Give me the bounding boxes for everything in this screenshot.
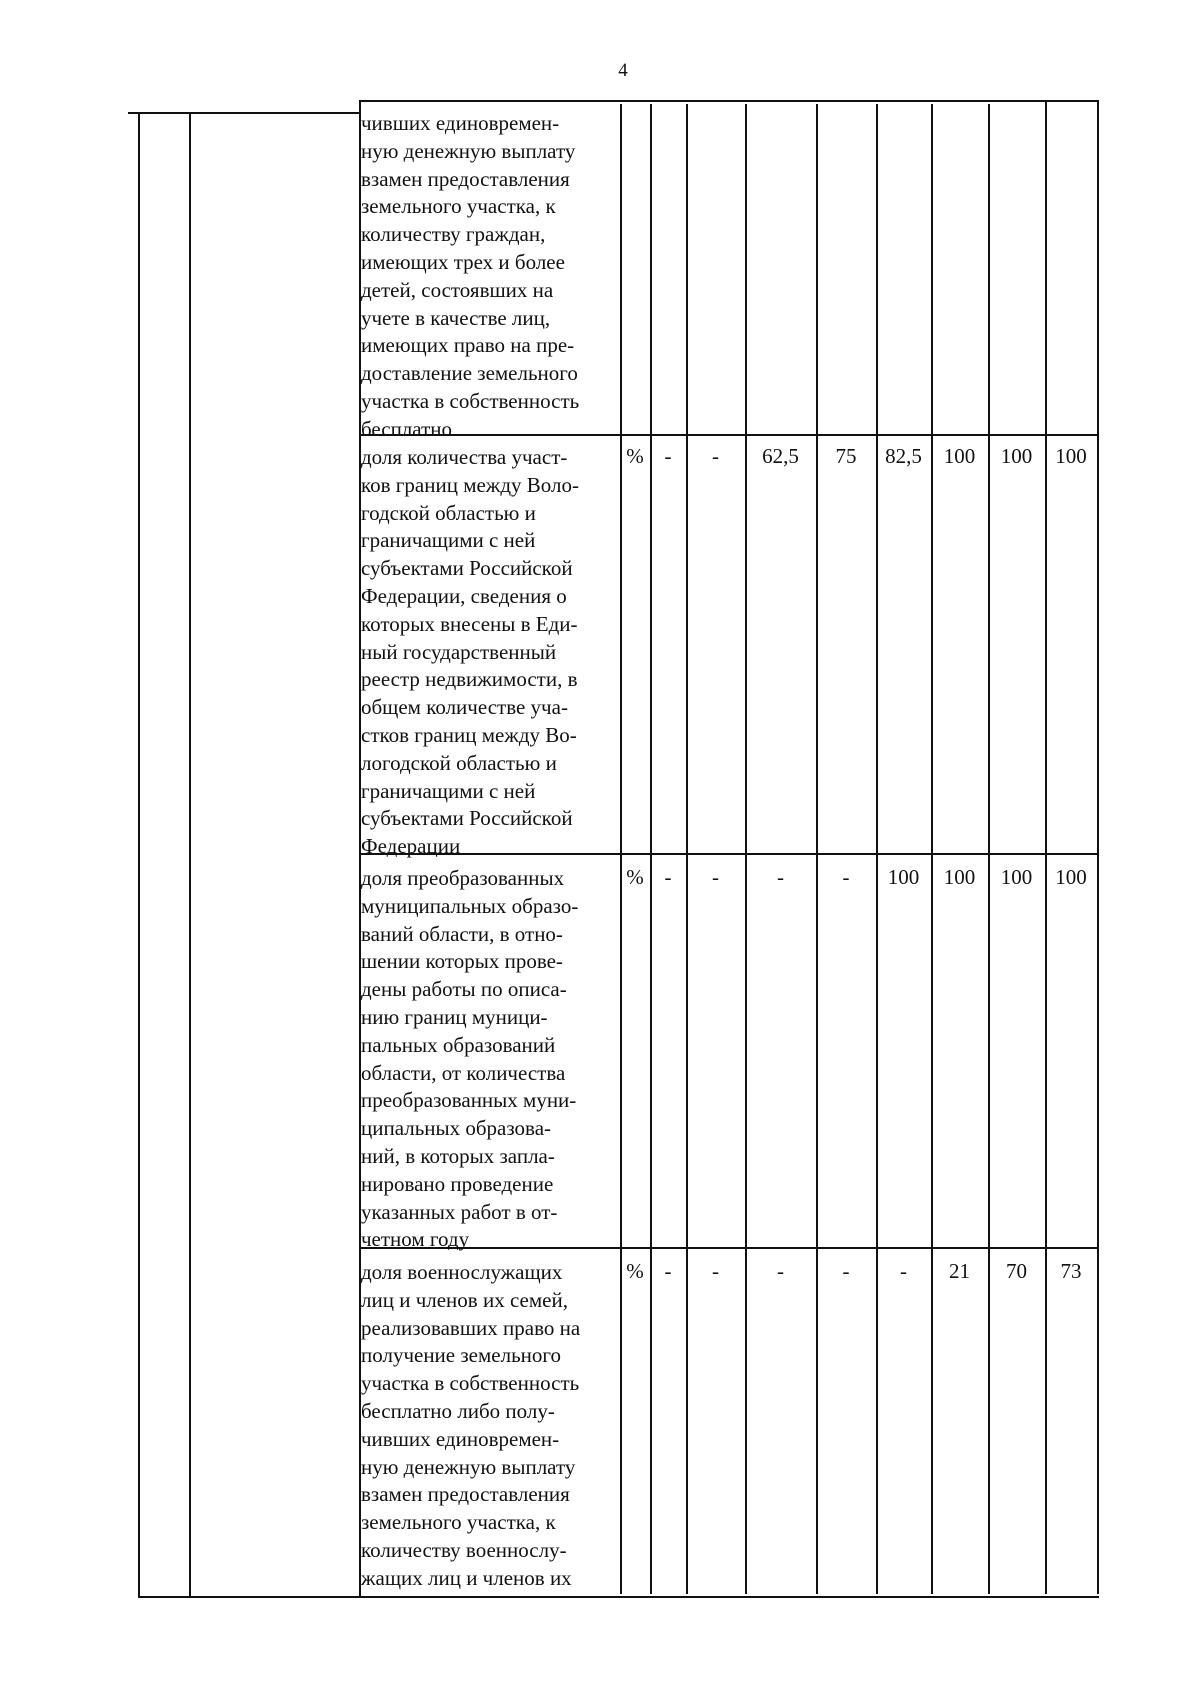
table-border-right bbox=[1097, 100, 1099, 1594]
value-cell: - bbox=[900, 1259, 907, 1283]
unit-cell: % bbox=[626, 444, 644, 468]
value-cell: 100 bbox=[943, 865, 976, 889]
table-border-left bbox=[138, 112, 140, 1597]
value-cell: - bbox=[664, 444, 672, 468]
page-number: 4 bbox=[618, 60, 628, 81]
value-cell: 75 bbox=[835, 444, 857, 468]
column-divider bbox=[931, 104, 933, 1594]
column-divider bbox=[650, 104, 652, 1594]
table-border-top bbox=[128, 112, 360, 114]
unit-cell: % bbox=[626, 1259, 644, 1283]
value-cell: - bbox=[712, 444, 719, 468]
value-cell: 21 bbox=[949, 1259, 970, 1283]
column-divider bbox=[189, 112, 191, 1597]
column-divider bbox=[876, 104, 878, 1594]
indicator-description: доля количества участ- ков границ между Воло- годской областью и граничащими с ней субъектами Российской Федерации, сведения о которых внесены в Еди- ный государственный реестр недвижимости, в общем количестве уча- стков границ между Во- логодской областью и граничащими с ней субъектами Российской Федерации bbox=[361, 445, 579, 859]
value-cell: 100 bbox=[1055, 865, 1087, 889]
value-cell: 100 bbox=[943, 444, 976, 468]
value-cell: 100 bbox=[1055, 444, 1087, 468]
value-cell: - bbox=[712, 1259, 719, 1283]
indicator-description: чивших единовремен- ную денежную выплату взамен предоставления земельного участка, к количеству граждан, имеющих трех и более детей, состоявших на учете в качестве лиц, имеющих право на пре- доставление земельного участка в собственность бесплатно bbox=[361, 111, 580, 441]
value-cell: - bbox=[842, 865, 850, 889]
value-cell: 100 bbox=[1000, 865, 1033, 889]
value-cell: - bbox=[664, 1259, 672, 1283]
value-cell: - bbox=[777, 1259, 784, 1283]
value-cell: 100 bbox=[1000, 444, 1033, 468]
unit-cell: % bbox=[626, 865, 644, 889]
column-divider bbox=[988, 104, 990, 1594]
value-cell: - bbox=[777, 865, 784, 889]
column-divider bbox=[686, 104, 688, 1594]
value-cell: - bbox=[664, 865, 672, 889]
table-border-bottom bbox=[138, 1596, 1099, 1598]
value-cell: 100 bbox=[887, 865, 920, 889]
indicator-description: доля военнослужащих лиц и членов их семей, реализовавших право на получение земельного участка в собственность бесплатно либо полу- чивших единовремен- ную денежную выплату взамен предоставления земельного участка, к количеству военнослу- жащих лиц и членов их bbox=[361, 1260, 581, 1590]
value-cell: - bbox=[712, 865, 719, 889]
column-divider bbox=[745, 104, 747, 1594]
value-cell: 70 bbox=[1006, 1259, 1027, 1283]
indicator-description: доля преобразованных муниципальных образо- ваний области, в отно- шении которых прове- дены работы по описа- нию границ муници- пальных образований области, от количества преобразованных муни- ципальных образова- ний, в которых запла- нировано проведение указанных работ в от- четном году bbox=[361, 866, 579, 1252]
value-cell: - bbox=[842, 1259, 850, 1283]
value-cell: 73 bbox=[1060, 1259, 1082, 1283]
column-divider bbox=[816, 104, 818, 1594]
table-border-top bbox=[359, 100, 1099, 102]
value-cell: 82,5 bbox=[885, 444, 922, 468]
column-divider bbox=[1045, 100, 1047, 1594]
value-cell: 62,5 bbox=[762, 444, 799, 468]
